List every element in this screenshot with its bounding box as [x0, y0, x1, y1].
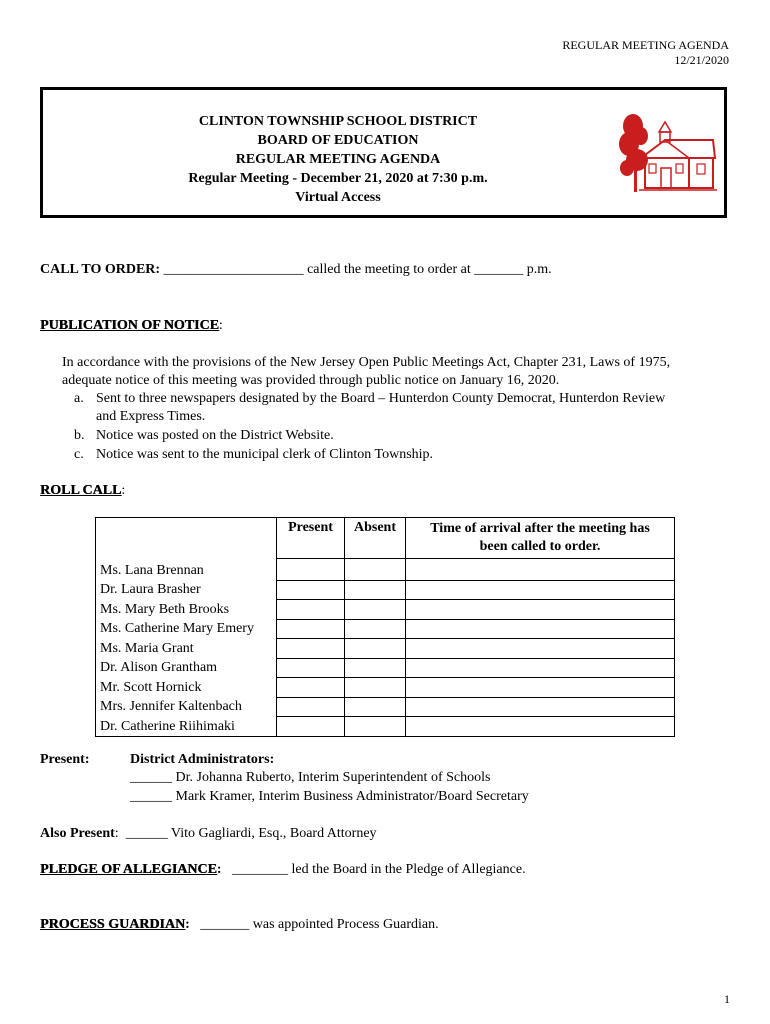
page-header — [562, 38, 729, 68]
arrival-time-cell[interactable] — [406, 619, 675, 639]
title-box — [40, 87, 727, 218]
member-name: Ms. Lana Brennan — [96, 559, 277, 581]
arrival-time-header: Time of arrival after the meeting has been called to order. — [406, 518, 675, 559]
arrival-time-cell[interactable] — [406, 717, 675, 737]
table-row — [96, 580, 675, 600]
member-name: Dr. Catherine Riihimaki — [96, 717, 277, 737]
present-cell[interactable] — [277, 559, 345, 581]
absent-cell[interactable] — [345, 678, 406, 698]
present-cell[interactable] — [277, 600, 345, 620]
header-title: REGULAR MEETING AGENDA — [562, 38, 729, 52]
pledge-line: PLEDGE OF ALLEGIANCE: ________ led the Board in the Pledge of Allegiance. — [40, 862, 526, 877]
list-marker-a: a. — [74, 391, 84, 406]
also-present-label: Also Present — [40, 826, 115, 841]
table-row — [96, 559, 675, 581]
table-row — [96, 600, 675, 620]
present-cell[interactable] — [277, 639, 345, 659]
absent-cell[interactable] — [345, 717, 406, 737]
present-cell[interactable] — [277, 678, 345, 698]
absent-cell[interactable] — [345, 559, 406, 581]
administrator-1: ______ Dr. Johanna Ruberto, Interim Superintendent of Schools — [130, 770, 491, 785]
arrival-time-cell[interactable] — [406, 559, 675, 581]
member-name: Ms. Mary Beth Brooks — [96, 600, 277, 620]
schoolhouse-logo-icon — [619, 108, 719, 198]
meeting-date: Regular Meeting - December 21, 2020 at 7:30 p.m. — [188, 171, 488, 186]
member-name: Dr. Laura Brasher — [96, 580, 277, 600]
list-item-c: Notice was sent to the municipal clerk of Clinton Township. — [96, 447, 434, 462]
table-row — [96, 619, 675, 639]
arrival-time-cell[interactable] — [406, 678, 675, 698]
also-present-text: ______ Vito Gagliardi, Esq., Board Attorney — [125, 826, 377, 841]
publication-heading: PUBLICATION OF NOTICE — [40, 318, 219, 333]
also-present: Also Present: ______ Vito Gagliardi, Esq., Board Attorney — [40, 826, 377, 841]
present-cell[interactable] — [277, 619, 345, 639]
table-row — [96, 717, 675, 737]
guardian-heading: PROCESS GUARDIAN — [40, 917, 186, 932]
guardian-line: PROCESS GUARDIAN: _______ was appointed Process Guardian. — [40, 917, 439, 932]
member-name: Mrs. Jennifer Kaltenbach — [96, 697, 277, 717]
absent-header: Absent — [345, 518, 406, 559]
member-name: Ms. Catherine Mary Emery — [96, 619, 277, 639]
member-name: Mr. Scott Hornick — [96, 678, 277, 698]
absent-cell[interactable] — [345, 619, 406, 639]
list-item-a-line1: Sent to three newspapers designated by the Board – Hunterdon County Democrat, Hunterdon Review — [96, 391, 666, 406]
arrival-time-cell[interactable] — [406, 580, 675, 600]
absent-cell[interactable] — [345, 697, 406, 717]
absent-cell[interactable] — [345, 658, 406, 678]
roll-call-table — [95, 517, 675, 737]
member-name: Ms. Maria Grant — [96, 639, 277, 659]
district-name: CLINTON TOWNSHIP SCHOOL DISTRICT — [198, 114, 478, 129]
publication-heading-line: PUBLICATION OF NOTICE: — [40, 318, 223, 333]
present-cell[interactable] — [277, 658, 345, 678]
absent-cell[interactable] — [345, 580, 406, 600]
title-text — [143, 112, 533, 207]
table-row — [96, 658, 675, 678]
page-number: 1 — [724, 992, 730, 1006]
list-marker-b: b. — [74, 428, 85, 443]
absent-cell[interactable] — [345, 639, 406, 659]
administrators-heading: District Administrators: — [130, 752, 275, 767]
pledge-text: ________ led the Board in the Pledge of Allegiance. — [232, 862, 526, 877]
list-item-b: Notice was posted on the District Website. — [96, 428, 334, 443]
arrival-time-cell[interactable] — [406, 600, 675, 620]
header-date: 12/21/2020 — [674, 53, 729, 67]
arrival-time-cell[interactable] — [406, 639, 675, 659]
present-cell[interactable] — [277, 697, 345, 717]
table-row — [96, 639, 675, 659]
absent-cell[interactable] — [345, 600, 406, 620]
present-cell[interactable] — [277, 717, 345, 737]
present-header: Present — [277, 518, 345, 559]
board-name: BOARD OF EDUCATION — [257, 133, 419, 148]
agenda-title: REGULAR MEETING AGENDA — [235, 152, 441, 167]
present-label: Present: — [40, 752, 90, 767]
table-row — [96, 697, 675, 717]
call-to-order — [40, 261, 552, 279]
member-name: Dr. Alison Grantham — [96, 658, 277, 678]
publication-para-1: In accordance with the provisions of the New Jersey Open Public Meetings Act, Chapter 231, Laws of 1975, — [62, 355, 671, 370]
call-to-order-text: ____________________ called the meeting to order at _______ p.m. — [163, 262, 552, 277]
arrival-time-cell[interactable] — [406, 658, 675, 678]
guardian-text: _______ was appointed Process Guardian. — [200, 917, 439, 932]
list-item-a-line2: and Express Times. — [96, 409, 206, 424]
present-cell[interactable] — [277, 580, 345, 600]
publication-para-2: adequate notice of this meeting was provided through public notice on January 16, 2020. — [62, 373, 560, 388]
list-marker-c: c. — [74, 447, 84, 462]
meeting-access: Virtual Access — [295, 190, 381, 205]
table-row — [96, 678, 675, 698]
administrator-2: ______ Mark Kramer, Interim Business Administrator/Board Secretary — [130, 789, 529, 804]
pledge-heading: PLEDGE OF ALLEGIANCE — [40, 862, 217, 877]
roll-call-heading-line: ROLL CALL: — [40, 483, 126, 498]
call-to-order-label: CALL TO ORDER: — [40, 262, 161, 277]
arrival-time-cell[interactable] — [406, 697, 675, 717]
table-header-row — [96, 518, 675, 559]
roll-call-heading: ROLL CALL — [40, 483, 122, 498]
name-header — [96, 518, 277, 559]
